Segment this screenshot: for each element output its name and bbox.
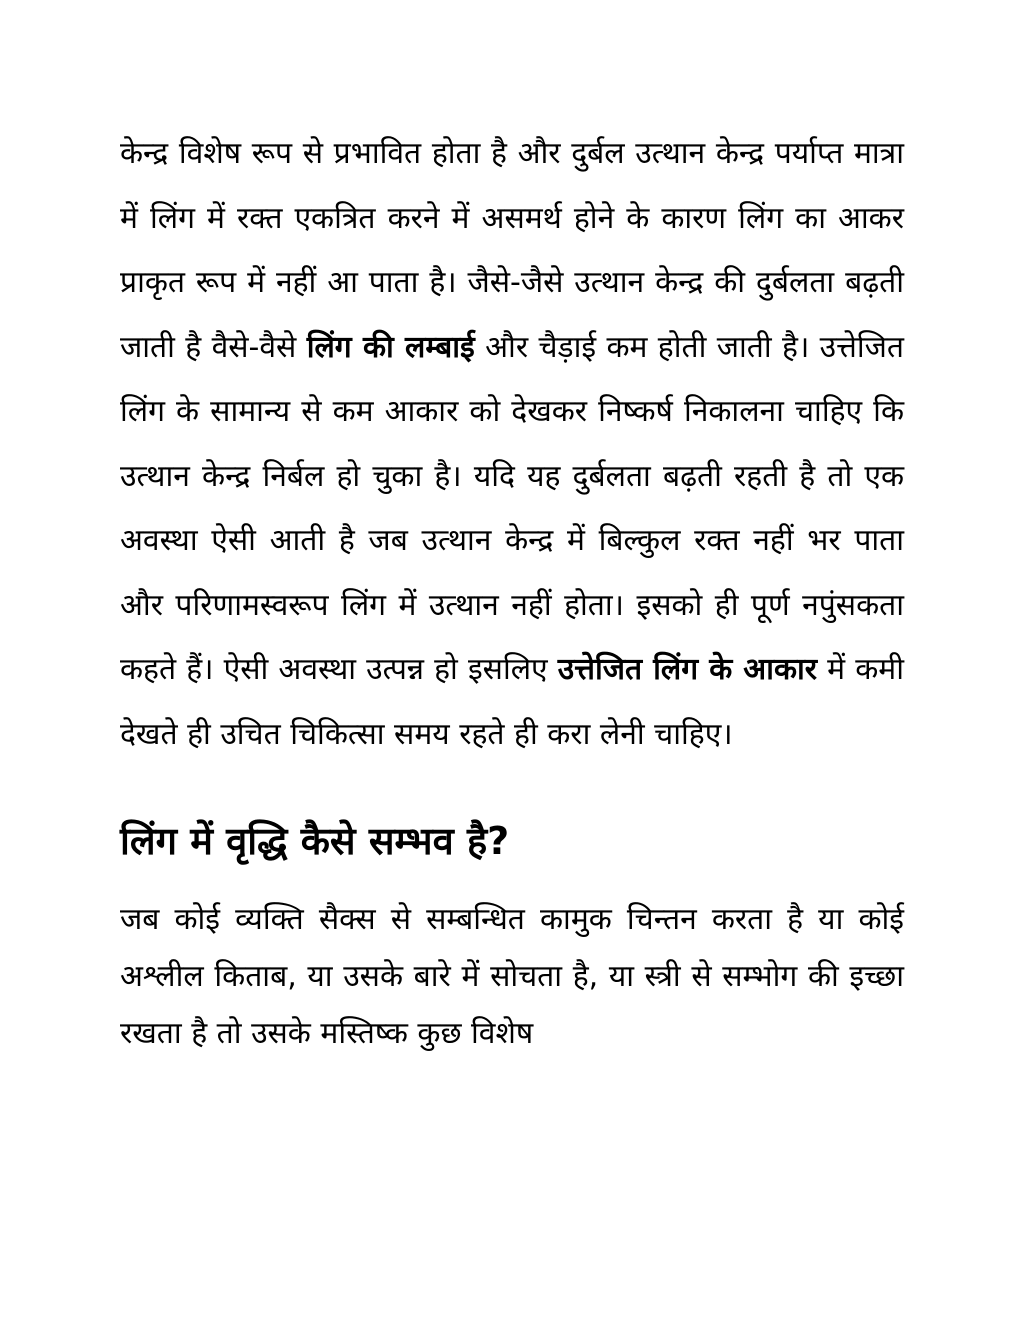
body-paragraph-2: जब कोई व्यक्ति सैक्स से सम्बन्धित कामुक चिन्तन करता है या कोई अश्लील किताब, या उसके बारे में सोचता है, या स्त्री से सम्भोग की इच्छा रखता है तो उसके मस्तिष्क कुछ विशेष	[120, 902, 904, 1051]
paragraph-1-text-a: केन्द्र विशेष रूप से प्रभावित होता है और दुर्बल उत्थान केन्द्र पर्याप्त मात्रा में लिंग में रक्त एकत्रित करने में असमर्थ होने के कारण लिंग का आकर प्राकृत रूप में नहीं आ पाता है। जैसे-जैसे उत्थान केन्द्र की दुर्बलता बढ़ती जाती है वैसे-वैसे	[120, 136, 904, 365]
paragraph-1-text-b: और चैड़ाई कम होती जाती है। उत्तेजित लिंग के सामान्य से कम आकार को देखकर निष्कर्ष निकालना चाहिए कि उत्थान केन्द्र निर्बल हो चुका है। यदि यह दुर्बलता बढ़ती रहती है तो एक अवस्था ऐसी आती है जब उत्थान केन्द्र में बिल्कुल रक्त नहीं भर पाता और परिणामस्वरूप लिंग में उत्थान नहीं होता। इसको ही पूर्ण नपुंसकता कहते हैं। ऐसी अवस्था उत्पन्न हो इसलिए	[120, 329, 904, 687]
body-paragraph-1	[120, 122, 904, 767]
paragraph-1-text-c: में कमी देखते ही उचित चिकित्सा समय रहते ही करा लेनी चाहिए।	[120, 652, 905, 752]
document-page	[120, 122, 904, 1062]
section-heading: लिंग में वृद्धि कैसे सम्भव है?	[120, 819, 510, 863]
bold-phrase-erect-size: उत्तेजित लिंग के आकार	[557, 652, 818, 687]
bold-phrase-penis-length: लिंग की लम्बाई	[306, 329, 475, 365]
